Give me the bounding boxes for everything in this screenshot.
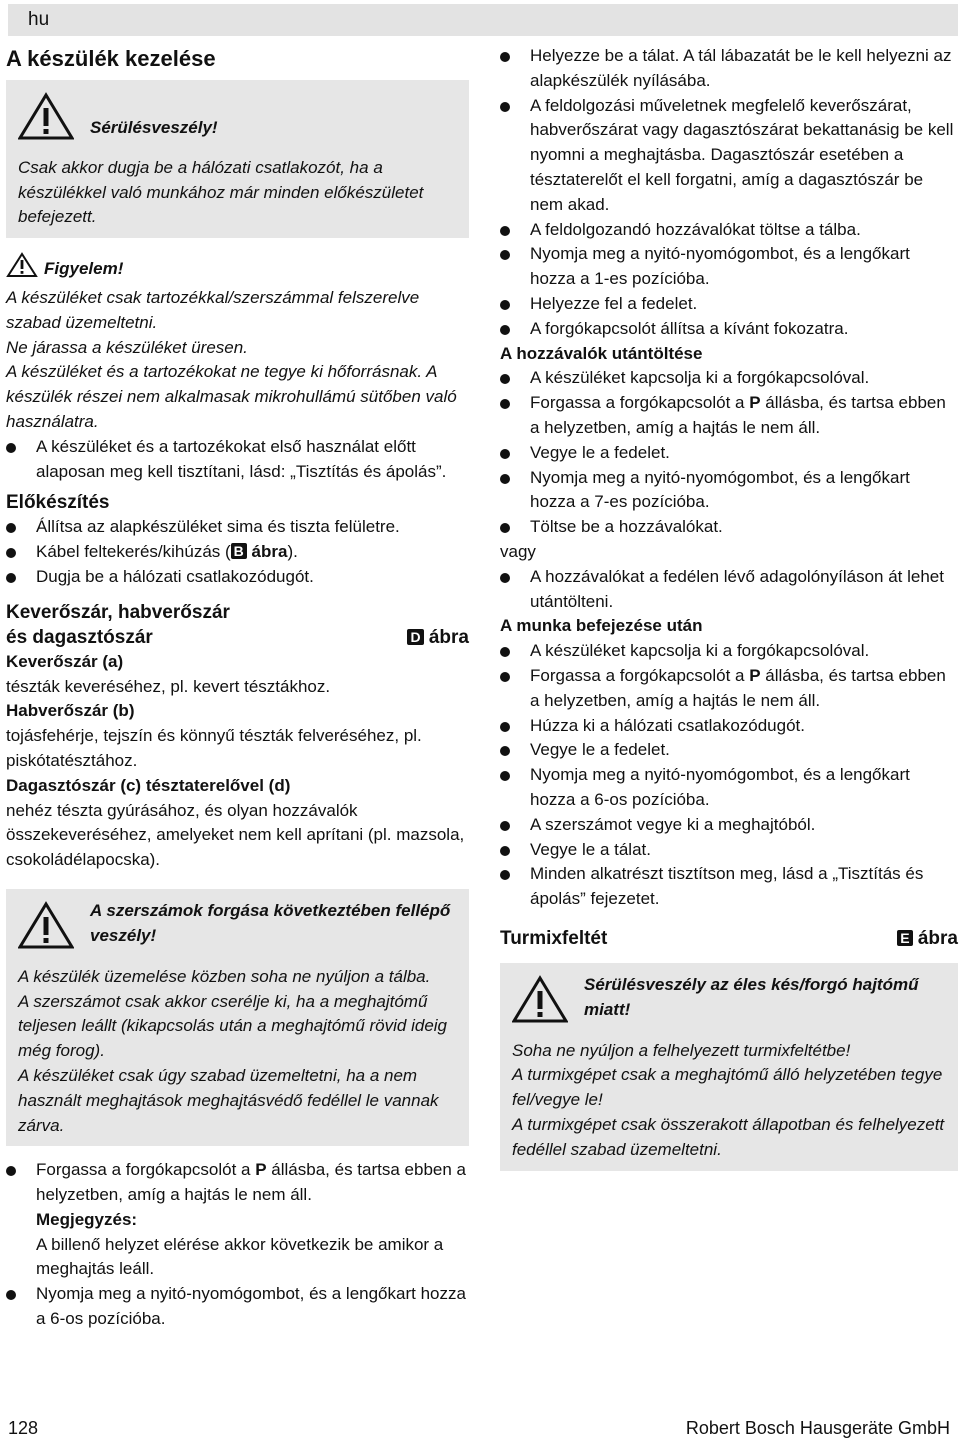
section-title: A készülék kezelése xyxy=(6,46,216,71)
list-item: A hozzávalókat a fedélen lévő adagolónyíláson át lehet utántölteni. xyxy=(500,565,958,615)
warning-triangle-icon xyxy=(18,901,74,957)
injury-warning-box xyxy=(6,80,469,238)
operation-list xyxy=(6,1158,469,1332)
company-name: Robert Bosch Hausgeräte GmbH xyxy=(685,1418,950,1438)
prep-title: Előkészítés xyxy=(6,492,110,514)
attention-line: A készüléket és a tartozékokat ne tegye ki hőforrásnak. A készülék részei nem alkalmasak mikrohullámú sütőben való használatra. xyxy=(6,362,457,431)
warning-title: Sérülésveszély az éles kés/forgó hajtómű miatt! xyxy=(584,974,919,1019)
warning-title: Sérülésveszély! xyxy=(90,118,218,137)
list-item: Forgassa a forgókapcsolót a P állásba, és tartsa ebben a helyzetben, amíg a hajtás le nem áll. xyxy=(500,391,958,441)
attention-line: A készüléket csak tartozékkal/szerszámmal felszerelve szabad üzemeltetni. xyxy=(6,287,420,332)
list-item: A készüléket és a tartozékokat első használat előtt alaposan meg kell tisztítani, lásd: „Tisztítás és ápolás”. xyxy=(6,435,469,485)
list-item: Helyezze be a tálat. A tál lábazatát be le kell helyezni az alapkészülék nyílásába. xyxy=(500,44,958,94)
list-item: Vegye le a fedelet. xyxy=(500,441,958,466)
refill-title: A hozzávalók utántöltése xyxy=(500,343,703,363)
list-item: Kábel feltekerés/kihúzás ( B ábra). xyxy=(6,540,469,565)
list-item: Nyomja meg a nyitó-nyomógombot, és a lengőkart hozza a 1-es pozícióba. xyxy=(500,242,958,292)
warning-line: A turmixgépet csak összerakott állapotban és felhelyezett fedéllel szabad üzemeltetni. xyxy=(512,1115,945,1159)
figure-ref: E ábra xyxy=(897,926,958,951)
warning-line: A szerszámot csak akkor cserélje ki, ha a meghajtómű teljesen leállt (kikapcsolás után a meghajtómű rövid ideig még forog). xyxy=(18,991,448,1061)
blender-title: Turmixfeltét xyxy=(500,927,608,949)
tools-title-row xyxy=(6,625,469,650)
list-item: Állítsa az alapkészüléket sima és tiszta felületre. xyxy=(6,515,469,540)
warning-triangle-icon xyxy=(512,975,568,1031)
language-bar xyxy=(8,4,958,36)
refill-list xyxy=(500,366,958,540)
language-code: hu xyxy=(28,9,50,30)
list-item: Forgassa a forgókapcsolót a P állásba, és tartsa ebben a helyzetben, amíg a hajtás le nem áll. Megjegyzés: A billenő helyzet elérése akkor következik be amikor a meghajtás leáll. xyxy=(6,1158,469,1282)
list-item: Forgassa a forgókapcsolót a P állásba, és tartsa ebben a helyzetben, amíg a hajtás le nem áll. xyxy=(500,664,958,714)
warning-text: Csak akkor dugja be a hálózati csatlakozót, ha a készülékkel való munkához már minden előkészületet befejezett. xyxy=(18,157,424,227)
list-item: Nyomja meg a nyitó-nyomógombot, és a lengőkart hozza a 6-os pozícióba. xyxy=(500,763,958,813)
list-item: Töltse be a hozzávalókat. xyxy=(500,515,958,540)
whisk-title: Habverőszár (b) xyxy=(6,701,135,721)
mixer-title: Keverőszár (a) xyxy=(6,651,124,671)
kneader-title: Dagasztószár (c) tésztaterelővel (d) xyxy=(6,775,291,795)
list-item: Helyezze fel a fedelet. xyxy=(500,292,958,317)
attention-title: Figyelem! xyxy=(44,258,124,278)
left-column xyxy=(6,44,469,1332)
list-item: Vegye le a fedelet. xyxy=(500,738,958,763)
note-text: A billenő helyzet elérése akkor következik be amikor a meghajtás leáll. xyxy=(36,1234,444,1279)
after-list xyxy=(500,639,958,912)
after-title: A munka befejezése után xyxy=(500,616,703,636)
whisk-text: tojásfehérje, tejszín és könnyű tészták felveréséhez, pl. piskótatésztához. xyxy=(6,726,422,770)
list-item: A forgókapcsolót állítsa a kívánt fokozatra. xyxy=(500,317,958,342)
prep-list xyxy=(6,515,469,589)
list-item: A feldolgozandó hozzávalókat töltse a tálba. xyxy=(500,218,958,243)
tool-warning-box xyxy=(6,889,469,1146)
figure-ref: B xyxy=(231,543,247,559)
list-item: Nyomja meg a nyitó-nyomógombot, és a lengőkart hozza a 6-os pozícióba. xyxy=(6,1282,469,1332)
page-number: 128 xyxy=(8,1418,39,1438)
attention-block xyxy=(6,252,469,435)
warning-triangle-icon xyxy=(6,252,38,286)
figure-ref: D ábra xyxy=(407,625,469,650)
list-item: Nyomja meg a nyitó-nyomógombot, és a lengőkart hozza a 7-es pozícióba. xyxy=(500,466,958,516)
warning-line: Soha ne nyúljon a felhelyezett turmixfeltétbe! xyxy=(512,1040,851,1060)
list-item: A készüléket kapcsolja ki a forgókapcsolóval. xyxy=(500,639,958,664)
list-item: A szerszámot vegye ki a meghajtóból. xyxy=(500,813,958,838)
right-column xyxy=(500,44,958,1177)
attention-line: Ne járassa a készüléket üresen. xyxy=(6,337,248,357)
list-item: Dugja be a hálózati csatlakozódugót. xyxy=(6,565,469,590)
list-item: A feldolgozási műveletnek megfelelő keverőszárat, habverőszárat vagy dagasztószárat bekattanásig be kell nyomni a meghajtásba. Dagasztószár esetében a tésztaterelőt el kell forgatni, amíg a dagasztószár be nem akad. xyxy=(500,94,958,218)
list-item: Minden alkatrészt tisztítson meg, lásd a „Tisztítás és ápolás” fejezetet. xyxy=(500,862,958,912)
kneader-text: nehéz tészta gyúrásához, és olyan hozzávalók összekeveréséhez, amelyeket nem kell aprítani (pl. mazsola, csokoládélapocska). xyxy=(6,800,465,870)
tools-title-1: Keverőszár, habverőszár xyxy=(6,601,230,623)
warning-triangle-icon xyxy=(18,92,74,148)
blender-title-row xyxy=(500,926,958,951)
list-item: Vegye le a tálat. xyxy=(500,838,958,863)
list-item: Húzza ki a hálózati csatlakozódugót. xyxy=(500,714,958,739)
mixer-text: tészták keveréséhez, pl. kevert tésztákhoz. xyxy=(6,676,331,696)
note-title: Megjegyzés: xyxy=(36,1209,138,1229)
warning-line: A készülék üzemelése közben soha ne nyúljon a tálba. xyxy=(18,966,431,986)
tools-title-2: és dagasztószár xyxy=(6,626,153,648)
warning-line: A készüléket csak úgy szabad üzemeltetni, ha a nem használt meghajtások meghajtásvédő fedéllel le vannak zárva. xyxy=(18,1065,439,1135)
setup-list xyxy=(500,44,958,342)
list-item: A készüléket kapcsolja ki a forgókapcsolóval. xyxy=(500,366,958,391)
warning-title: A szerszámok forgása következtében fellépő veszély! xyxy=(90,900,451,945)
or-text: vagy xyxy=(500,541,536,561)
blender-warning-box xyxy=(500,963,958,1171)
warning-line: A turmixgépet csak a meghajtómű álló helyzetében tegye fel/vegye le! xyxy=(512,1065,943,1110)
